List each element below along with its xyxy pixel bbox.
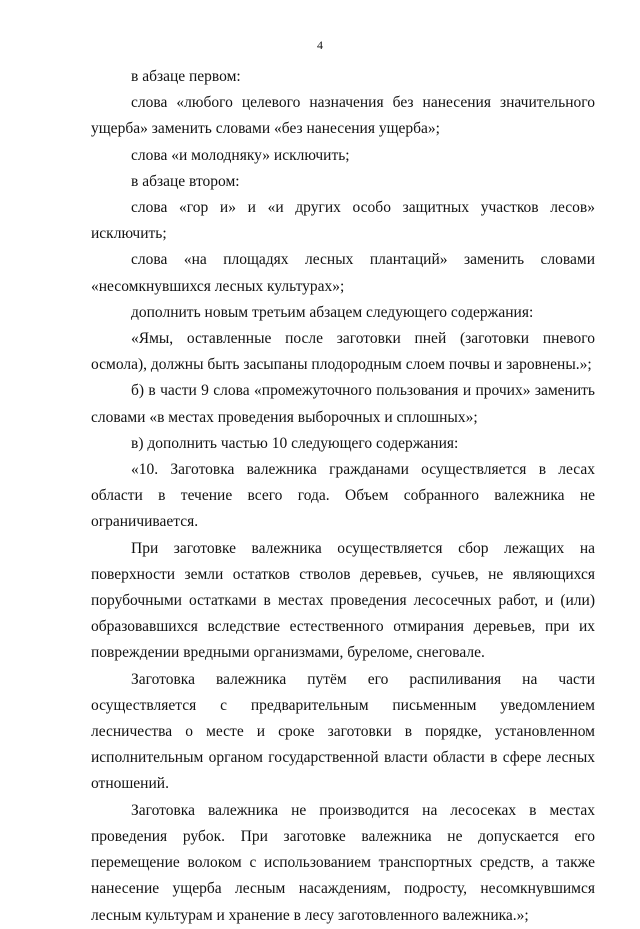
paragraph: слова «любого целевого назначения без нанесения значительного ущерба» заменить словами «без нанесения ущерба»; [91,94,595,138]
paragraph: слова «на площадях лесных плантаций» заменить словами «несомкнувшихся лесных культурах»; [91,251,595,295]
paragraph: «Ямы, оставленные после заготовки пней (заготовки пневого осмола), должны быть засыпаны плодородным слоем почвы и заровнены.»; [91,330,595,374]
paragraph: «10. Заготовка валежника гражданами осуществляется в лесах области в течение всего года. Объем собранного валежника не ограничивается. [91,461,595,531]
paragraph: слова «и молодняку» исключить; [131,146,350,164]
paragraph: в) дополнить частью 10 следующего содержания: [131,434,459,452]
paragraph: в абзаце втором: [131,172,240,190]
paragraph: б) в части 9 слова «промежуточного пользования и прочих» заменить словами «в местах проведения выборочных и сплошных»; [91,382,595,426]
paragraph: При заготовке валежника осуществляется сбор лежащих на поверхности земли остатков стволов деревьев, сучьев, не являющихся порубочными остатками в местах проведения лесосечных работ, и (или) образовавшихся вследствие естественного отмирания деревьев, при их повреждении вредными организмами, буреломе, снеговале. [91,539,595,662]
paragraph: Заготовка валежника путём его распиливания на части осуществляется с предварительным письменным уведомлением лесничества о месте и сроке заготовки в порядке, установленном исполнительным органом государственной власти области в сфере лесных отношений. [91,670,595,793]
paragraph: дополнить новым третьим абзацем следующего содержания: [131,303,534,321]
paragraph: слова «гор и» и «и других особо защитных участков лесов» исключить; [91,199,595,243]
page-number: 4 [317,38,323,52]
paragraph: Заготовка валежника не производится на лесосеках в местах проведения рубок. При заготовке валежника не допускается его перемещение волоком с использованием транспортных средств, а также нанесение ущерба лесным насаждениям, подросту, несомкнувшимся лесным культурам и хранение в лесу заготовленного валежника.»; [91,801,595,924]
paragraph: в абзаце первом: [131,68,241,85]
document-body [91,64,595,929]
